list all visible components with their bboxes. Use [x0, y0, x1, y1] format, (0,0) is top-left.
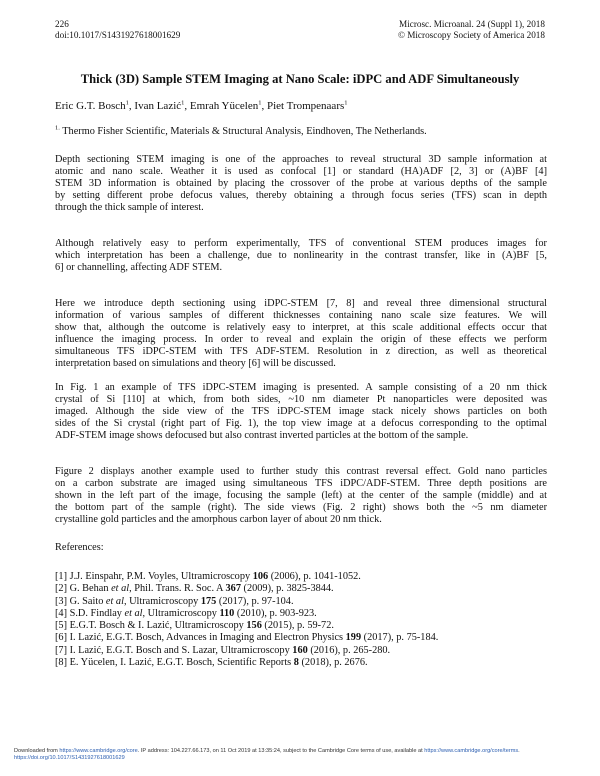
text-line: by setting different probe defocus values, thereby obtaining a through focus series (TFS) scan in depth [55, 190, 547, 201]
reference-text: , Ultramicroscopy [123, 595, 201, 607]
reference-item [55, 571, 438, 583]
reference-number: [1] [55, 571, 68, 582]
reference-text: (2017), p. 75-184. [361, 632, 439, 644]
affiliation-text: Thermo Fisher Scientific, Materials & Structural Analysis, Eindhoven, The Netherlands. [59, 126, 427, 137]
paper-title: Thick (3D) Sample STEM Imaging at Nano Scale: iDPC and ADF Simultaneously [80, 72, 520, 86]
page-header-left [55, 19, 180, 41]
reference-text: J.J. Einspahr, P.M. Voyles, Ultramicroscopy [67, 571, 253, 582]
reference-volume: 156 [246, 620, 262, 632]
footer-text: Downloaded from [14, 748, 60, 754]
author-affiliation-marker: 1 [125, 99, 129, 107]
reference-text: E.G.T. Bosch & I. Lazić, Ultramicroscopy [67, 620, 247, 632]
text-line: 6] or channelling, affecting ADF STEM. [55, 262, 223, 273]
text-line: STEM 3D information is obtained by placing the crossover of the probe at various depths of the sample [55, 178, 547, 189]
reference-text: G. Behan [67, 583, 112, 595]
author-separator: , [261, 100, 267, 112]
reference-text: G. Saito [67, 595, 106, 607]
references-heading: References: [55, 542, 104, 553]
text-line: Although relatively easy to perform experimentally, TFS of conventional STEM produces images for [55, 238, 547, 249]
text-line: interpretation based on simulations and theory [6] will be discussed. [55, 358, 336, 369]
reference-number: [3] [55, 595, 68, 607]
reference-text: E. Yücelen, I. Lazić, E.G.T. Bosch, Scientific Reports [67, 657, 294, 669]
paragraph [55, 298, 547, 370]
footer-text: . [518, 748, 520, 754]
reference-item [55, 645, 438, 657]
affiliation-marker: 1. [55, 124, 60, 132]
reference-text: (2009), p. 3825-3844. [240, 583, 334, 595]
paragraph [55, 382, 547, 442]
author-separator: , [128, 100, 135, 112]
reference-text: , Phil. Trans. R. Soc. A [129, 583, 226, 595]
reference-item [55, 608, 438, 620]
download-footer [14, 748, 520, 762]
text-line: In Fig. 1 an example of TFS iDPC-STEM imaging is presented. A sample consisting of a 20 nm thick [55, 382, 547, 393]
reference-item [55, 583, 438, 595]
reference-volume: 175 [200, 595, 217, 607]
text-line: show that, although the outcome is relatively easy to interpret, at this scale additional effects occur that [55, 322, 547, 333]
reference-volume: 110 [219, 607, 235, 619]
reference-item [55, 620, 438, 632]
page-number: 226 [55, 19, 69, 29]
text-line: ADF-STEM image shows defocused but also contrast inverted particles at the bottom of the sample. [55, 430, 469, 441]
reference-number: [2] [55, 583, 68, 595]
reference-text: S.D. Findlay [67, 607, 125, 619]
affiliation [55, 126, 427, 137]
reference-et-al: et al [111, 583, 130, 595]
text-line: atomic and nano scale. Weather it is used as confocal [1] or standard (HA)ADF [2, 3] or (A)BF [4] [55, 166, 547, 177]
text-line: the bottom part of the sample (right). The side views (Fig. 2 right) shows both the ~5 nm diameter [55, 502, 547, 513]
reference-item [55, 632, 438, 644]
footer-text: . IP address: 104.227.66.173, on 11 Oct 2019 at 13:35:24, subject to the Cambridge Core terms of use, available at [137, 748, 425, 754]
text-line: Depth sectioning STEM imaging is one of the approaches to reveal structural 3D sample information at [55, 154, 547, 165]
paragraph [55, 154, 547, 214]
text-line: on a carbon substrate are imaged using simultaneous TFS iDPC/ADF-STEM. Three depth positions are [55, 478, 547, 489]
text-line: simultaneous TFS iDPC-STEM with TFS ADF-STEM. Resolution in z direction, as well as theoretical [55, 346, 547, 357]
footer-link-core[interactable]: https://www.cambridge.org/core [59, 748, 138, 754]
reference-number: [8] [55, 657, 68, 669]
author-list [55, 100, 348, 112]
reference-text: (2018), p. 2676. [298, 657, 368, 669]
text-line: crystalline gold particles and the amorphous carbon layer of about 20 nm thick. [55, 514, 382, 525]
footer-link-doi[interactable]: https://doi.org/10.1017/S1431927618001629 [14, 755, 125, 761]
reference-text: I. Lazić, E.G.T. Bosch and S. Lazar, Ultramicroscopy [67, 644, 293, 656]
reference-item [55, 657, 438, 669]
reference-volume: 106 [252, 571, 269, 582]
reference-text: (2010), p. 903-923. [234, 607, 317, 619]
paragraph [55, 238, 547, 274]
author-name: Ivan Lazić [134, 100, 182, 112]
author-affiliation-marker: 1 [181, 99, 185, 107]
copyright: © Microscopy Society of America 2018 [397, 30, 545, 40]
text-line: crystal of Si [110] at which, from both sides, ~10 nm diameter Pt nanoparticles were deposited was [55, 394, 547, 405]
paragraph [55, 466, 547, 526]
author-affiliation-marker: 1 [258, 99, 262, 107]
author-separator: , [184, 100, 190, 112]
reference-number: [5] [55, 620, 68, 632]
reference-list [55, 571, 438, 669]
reference-volume: 8 [293, 657, 299, 669]
reference-text: (2015), p. 59-72. [261, 620, 334, 632]
text-line: imaged. Although the side view of the TFS iDPC-STEM image stack nicely shows particles on both [55, 406, 547, 417]
text-line: sides of the Si crystal (right part of Fig. 1), the top view image at a defocus corresponding to the optimal [55, 418, 547, 429]
reference-text: (2006), p. 1041-1052. [268, 571, 361, 582]
text-line: shown in the left part of the image, focusing the sample (left) at the center of the sample (middle) and at [55, 490, 547, 501]
text-line: Here we introduce depth sectioning using iDPC-STEM [7, 8] and reveal three dimensional structural [55, 298, 547, 309]
reference-text: I. Lazić, E.G.T. Bosch, Advances in Imaging and Electron Physics [67, 632, 346, 644]
reference-volume: 160 [292, 644, 308, 656]
text-line: Figure 2 displays another example used to further study this contrast reversal effect. Gold nano particles [55, 466, 547, 477]
text-line: influence the imaging process. In order to reveal and explain the origin of these effects we perform [55, 334, 547, 345]
text-line: through the thick sample of interest. [55, 202, 204, 213]
author-name: Eric G.T. Bosch [55, 100, 126, 112]
reference-et-al: et al [105, 595, 124, 607]
doi: doi:10.1017/S1431927618001629 [55, 30, 181, 40]
footer-link-terms[interactable]: https://www.cambridge.org/core/terms [424, 748, 519, 754]
author-name: Emrah Yücelen [189, 100, 259, 112]
reference-volume: 199 [345, 632, 362, 644]
author-affiliation-marker: 1 [344, 99, 348, 107]
reference-text: (2016), p. 265-280. [307, 644, 391, 656]
reference-volume: 367 [225, 583, 241, 595]
reference-number: [6] [55, 632, 68, 644]
text-line: which interpretation has been a challenge, due to nonlinearity in the contrast transfer, like in (A)BF [5, [55, 250, 547, 261]
reference-number: [4] [55, 607, 68, 619]
reference-et-al: et al [124, 607, 143, 619]
page-header-right [398, 19, 545, 41]
reference-number: [7] [55, 644, 68, 656]
reference-text: (2017), p. 97-104. [216, 595, 294, 607]
text-line: information of various samples of different thicknesses containing nano scale size features. We will [55, 310, 547, 321]
reference-text: , Ultramicroscopy [142, 607, 220, 619]
author-name: Piet Trompenaars [266, 100, 345, 112]
reference-item [55, 596, 438, 608]
journal-citation: Microsc. Microanal. 24 (Suppl 1), 2018 [399, 19, 545, 29]
